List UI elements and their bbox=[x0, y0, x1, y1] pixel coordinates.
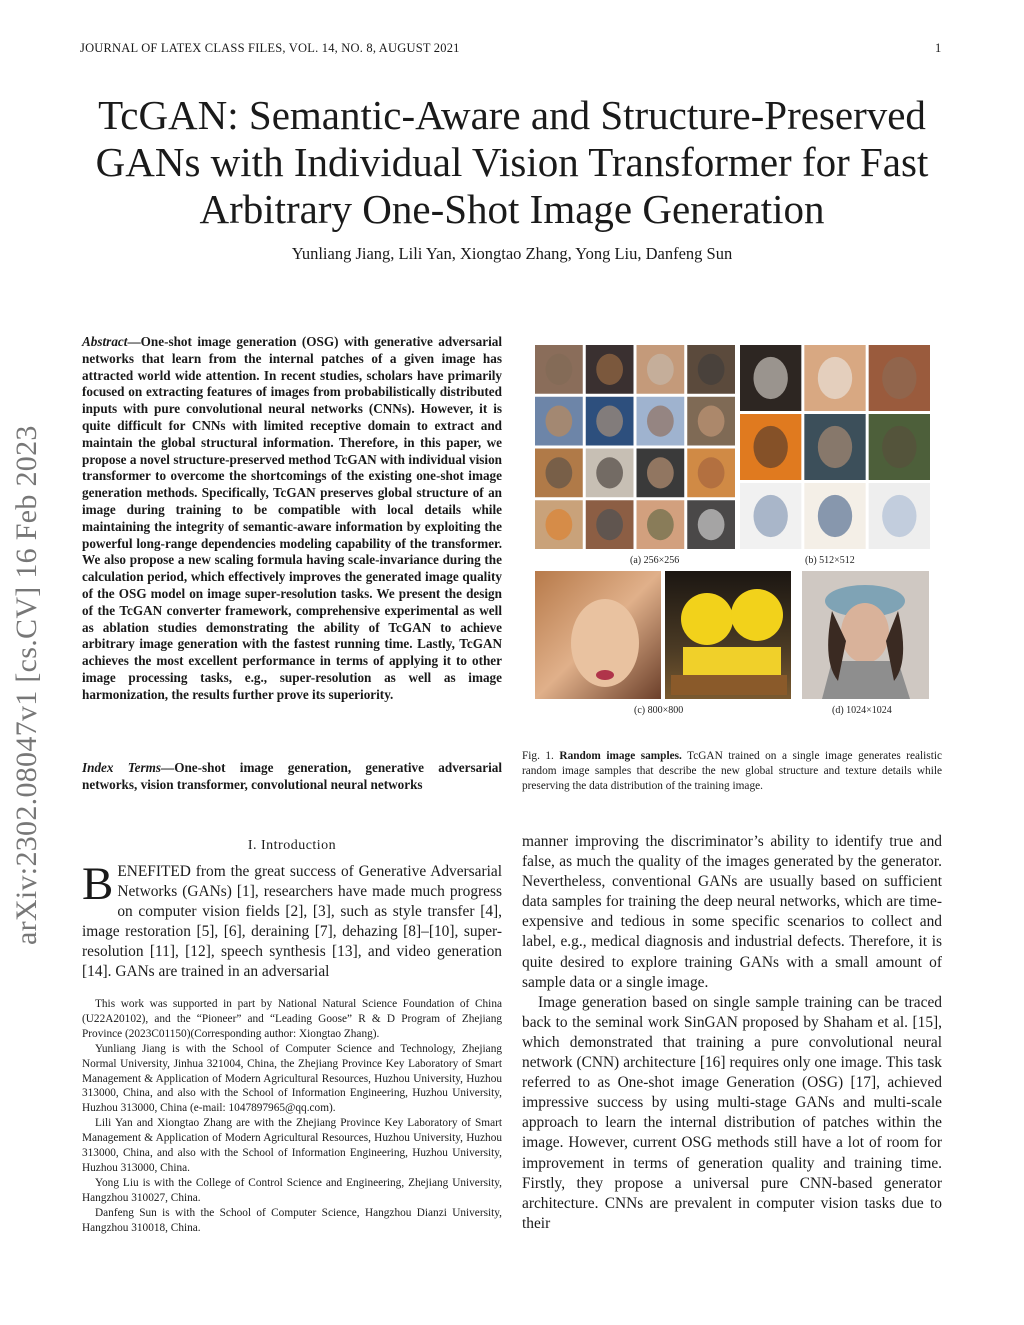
right-paragraph-2: Image generation based on single sample training can be traced back to the seminal work SinGAN proposed by Shaham et al. [15], which demonstrated that training a pure convolutional neural network (CNN) architecture [16] requires only one image. This task referred to as One-shot image Generation (OSG) [17], achieved impressive success by using multi-stage GANs and multi-scale approach to learn the internal distribution of patches within the image. However, current OSG methods still have a lot of room for improvement in terms of generation quality and training time. Firstly, they propose a universal pure CNN-based generator architecture. CNNs are prevalent in computer vision tasks due to their bbox=[522, 993, 942, 1232]
thumbnail-subject bbox=[596, 354, 623, 385]
thumbnail-subject bbox=[882, 495, 916, 537]
subcaption-a: (a) 256×256 bbox=[630, 555, 680, 566]
figure-caption-text: TcGAN trained on a single image generates realistic random image samples that describe the new global structure and texture details while preserving the data distribution of the training image. bbox=[522, 750, 942, 792]
thumbnail-subject bbox=[818, 426, 852, 468]
panel-b bbox=[740, 345, 930, 549]
thumbnail-subject bbox=[818, 495, 852, 537]
subcaption-b: (b) 512×512 bbox=[805, 555, 855, 566]
thumbnail-subject bbox=[546, 354, 573, 385]
abstract-text: —One-shot image generation (OSG) with generative adversarial networks that learn from the internal patches of a given image has attracted world wide attention. In recent studies, scholars have primarily focused on extracting features of images from probabilistically distributed inputs with pure convolutional neural networks (CNNs). However, it is quite difficult for CNNs with limited receptive domain to extract and maintain the global structural information. Therefore, in this paper, we propose a novel structure-preserved method TcGAN with individual vision transformer to overcome the shortcomings of the existing one-shot image generation methods. Specifically, TcGAN preserves global structure of an image during training to be compatible with local details while maintaining the integrity of semantic-aware information by exploiting the powerful long-range dependencies modeling capability of the transformer. We also propose a new scaling formula having scale-invariance during the calculation period, which effectively improves the generated image quality of the OSG model on image super-resolution tasks. We present the design of the TcGAN converter framework, comprehensive experimental as well as ablation studies demonstrating the ability of TcGAN to achieve arbitrary image generation with the fastest running time. Lastly, TcGAN achieves the most excellent performance in terms of applying it to other image processing tasks, e.g., super-resolution as well as image harmonization, the results further prove its superiority. bbox=[82, 334, 502, 702]
footnotes bbox=[82, 997, 502, 1236]
thumbnail-subject bbox=[546, 406, 573, 437]
thumbnail-subject bbox=[546, 509, 573, 540]
panel-c bbox=[535, 571, 791, 699]
footnote-author-2-3: Lili Yan and Xiongtao Zhang are with the Zhejiang Province Key Laboratory of Smart Management & Application of Modern Agricultural Resources, Huzhou University, Huzhou 313000, China, and also with the School of Information Engineering, Huzhou University, Huzhou 313000, China. bbox=[82, 1117, 502, 1174]
thumbnail-subject bbox=[647, 406, 674, 437]
right-column-text bbox=[522, 832, 942, 1234]
thumbnail-subject bbox=[698, 509, 725, 540]
footnote-author-1: Yunliang Jiang is with the School of Computer Science and Technology, Zhejiang Normal University, Jinhua 321004, China, the Zhejiang Province Key Laboratory of Smart Management & Application of Modern Agricultural Resources, Huzhou University, Huzhou 313000, China, and also with the School of Information Engineering, Huzhou University, Huzhou 313000, China (e-mail: 1047897965@qq.com). bbox=[82, 1042, 502, 1115]
panel-a-image bbox=[535, 345, 735, 549]
thumbnail-subject bbox=[647, 354, 674, 385]
figure-caption-title: Random image samples. bbox=[559, 750, 682, 762]
panel-d-image bbox=[802, 571, 929, 699]
thumbnail-subject bbox=[647, 457, 674, 488]
page-number: 1 bbox=[935, 41, 942, 55]
thumbnail-subject bbox=[882, 426, 916, 468]
intro-text: ENEFITED from the great success of Generative Adversarial Networks (GANs) [1], researchers have made much progress on computer vision fields [2], [3], such as style transfer [4], image restoration [5], [6], deraining [7], dehazing [8]–[10], super-resolution [11], [12], speech synthesis [13], and video generation [14]. GANs are trained in an adversarial bbox=[82, 863, 502, 980]
thumbnail-subject bbox=[753, 357, 787, 399]
right-paragraph-1: manner improving the discriminator’s ability to identify true and false, as much the quality of the images generated by the generator. Nevertheless, conventional GANs are usually based on sufficient data samples for training the deep neural networks, which are time-expensive and tedious in some specific scenarios to collect and label, e.g., medical diagnosis and industrial defects. Therefore, it is quite desired to explore training GANs with a small amount of sample data or a single image. bbox=[522, 833, 942, 991]
figure-caption bbox=[522, 749, 942, 794]
author-list: Yunliang Jiang, Lili Yan, Xiongtao Zhang, Yong Liu, Danfeng Sun bbox=[291, 244, 733, 263]
figure-1 bbox=[522, 345, 942, 735]
footnote-funding: This work was supported in part by National Natural Science Foundation of China (U22A20102), and the “Pioneer” and “Leading Goose” R & D Program of Zhejiang Province (2023C01150)(Corresponding author: Xiongtao Zhang). bbox=[82, 998, 502, 1040]
panel-c-image bbox=[535, 571, 791, 699]
footnote-author-4: Yong Liu is with the College of Control Science and Engineering, Zhejiang University, Hangzhou 310027, China. bbox=[82, 1176, 502, 1204]
thumbnail-subject bbox=[698, 406, 725, 437]
thumbnail-subject bbox=[818, 357, 852, 399]
index-terms-label: Index Terms bbox=[82, 760, 162, 775]
thumbnail-subject bbox=[753, 495, 787, 537]
paper-title: TcGAN: Semantic-Aware and Structure-Preserved GANs with Individual Vision Transformer for Fast Arbitrary One-Shot Image Generation bbox=[95, 92, 929, 232]
thumbnail-subject bbox=[546, 457, 573, 488]
subcaption-d: (d) 1024×1024 bbox=[832, 705, 892, 716]
index-terms bbox=[82, 760, 502, 794]
thumbnail-subject bbox=[647, 509, 674, 540]
arxiv-stamp: arXiv:2302.08047v1 [cs.CV] 16 Feb 2023 bbox=[10, 425, 43, 945]
intro-paragraph bbox=[82, 858, 502, 982]
figure-label: Fig. 1. bbox=[522, 750, 554, 762]
abstract-label: Abstract bbox=[82, 334, 128, 349]
thumbnail-subject bbox=[596, 457, 623, 488]
section-heading: I. Introduction bbox=[247, 838, 337, 853]
footnote-author-5: Danfeng Sun is with the School of Computer Science, Hangzhou Dianzi University, Hangzhou 310018, China. bbox=[82, 1206, 502, 1234]
index-terms-text: —One-shot image generation, generative adversarial networks, vision transformer, convolutional neural networks bbox=[82, 760, 502, 792]
thumbnail-subject bbox=[596, 406, 623, 437]
thumbnail-subject bbox=[698, 354, 725, 385]
thumbnail-subject bbox=[698, 457, 725, 488]
drop-cap: B bbox=[82, 858, 114, 910]
thumbnail-subject bbox=[753, 426, 787, 468]
panel-b-image bbox=[740, 345, 930, 549]
thumbnail-subject bbox=[882, 357, 916, 399]
panel-d bbox=[802, 571, 929, 699]
abstract bbox=[82, 334, 502, 704]
running-header: JOURNAL OF LATEX CLASS FILES, VOL. 14, NO. 8, AUGUST 2021 bbox=[80, 41, 460, 55]
panel-a bbox=[535, 345, 735, 549]
subcaption-c: (c) 800×800 bbox=[634, 705, 684, 716]
thumbnail-subject bbox=[596, 509, 623, 540]
